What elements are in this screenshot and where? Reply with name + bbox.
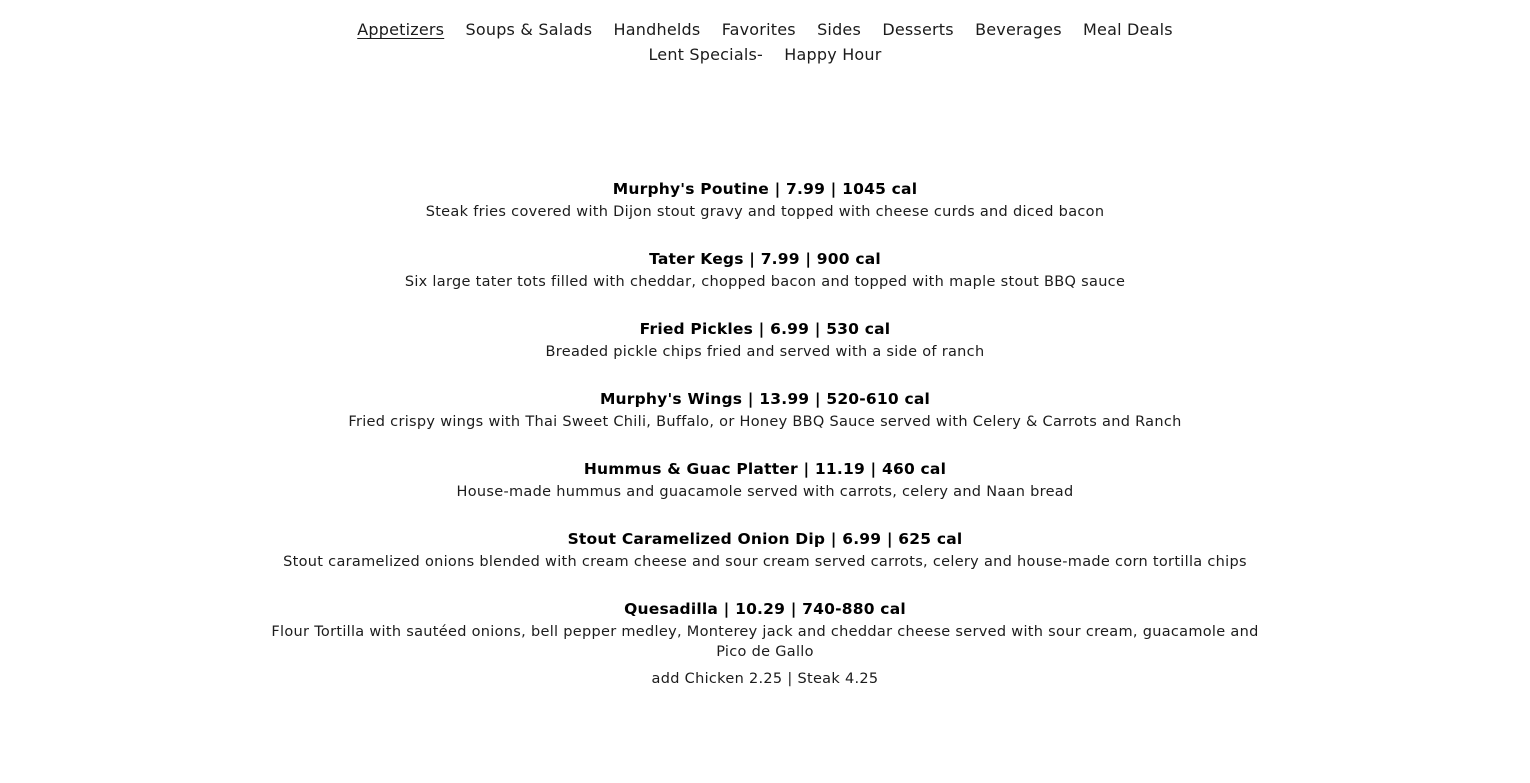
nav-link-happy-hour[interactable]: Happy Hour	[784, 45, 882, 64]
menu-item-description: House-made hummus and guacamole served with carrots, celery and Naan bread	[456, 484, 1074, 500]
menu-item-description: Steak fries covered with Dijon stout gravy and topped with cheese curds and diced bacon	[425, 204, 1105, 220]
menu-item-murphys-wings	[0, 388, 1530, 432]
menu-item-title: Fried Pickles | 6.99 | 530 cal	[639, 320, 891, 338]
nav-link-lent-specials[interactable]: Lent Specials-	[648, 45, 763, 64]
nav-link-soups-salads[interactable]: Soups & Salads	[465, 20, 593, 39]
menu-item-title: Hummus & Guac Platter | 11.19 | 460 cal	[583, 460, 947, 478]
menu-item-murphys-poutine	[0, 178, 1530, 222]
nav-link-beverages[interactable]: Beverages	[975, 20, 1062, 39]
menu-category-list	[285, 17, 1245, 67]
menu-item-tater-kegs	[0, 248, 1530, 292]
menu-item-fried-pickles	[0, 318, 1530, 362]
nav-link-desserts[interactable]: Desserts	[882, 20, 954, 39]
menu-item-title: Tater Kegs | 7.99 | 900 cal	[649, 250, 881, 268]
appetizers-menu-list	[0, 178, 1530, 715]
nav-link-sides[interactable]: Sides	[817, 20, 862, 39]
menu-item-description: Breaded pickle chips fried and served with a side of ranch	[545, 344, 985, 360]
menu-item-addon: add Chicken 2.25 | Steak 4.25	[651, 671, 879, 687]
nav-link-handhelds[interactable]: Handhelds	[613, 20, 701, 39]
menu-item-title: Murphy's Wings | 13.99 | 520-610 cal	[599, 390, 931, 408]
menu-item-quesadilla	[0, 598, 1530, 689]
menu-item-title: Quesadilla | 10.29 | 740-880 cal	[624, 600, 906, 618]
nav-link-appetizers[interactable]: Appetizers	[357, 20, 445, 39]
menu-item-description: Flour Tortilla with sautéed onions, bell pepper medley, Monterey jack and cheddar cheese served with sour cream, guacamole and Pico de Gallo	[271, 624, 1259, 660]
menu-item-stout-onion-dip	[0, 528, 1530, 572]
nav-link-meal-deals[interactable]: Meal Deals	[1083, 20, 1173, 39]
menu-item-description: Stout caramelized onions blended with cream cheese and sour cream served carrots, celery and house-made corn tortilla chips	[283, 554, 1247, 570]
nav-link-favorites[interactable]: Favorites	[721, 20, 796, 39]
menu-item-title: Stout Caramelized Onion Dip | 6.99 | 625 cal	[567, 530, 963, 548]
menu-item-description: Fried crispy wings with Thai Sweet Chili, Buffalo, or Honey BBQ Sauce served with Celery & Carrots and Ranch	[348, 414, 1182, 430]
menu-item-description: Six large tater tots filled with cheddar, chopped bacon and topped with maple stout BBQ sauce	[404, 274, 1126, 290]
menu-item-hummus-guac-platter	[0, 458, 1530, 502]
menu-category-nav	[0, 17, 1530, 67]
menu-item-title: Murphy's Poutine | 7.99 | 1045 cal	[612, 180, 918, 198]
